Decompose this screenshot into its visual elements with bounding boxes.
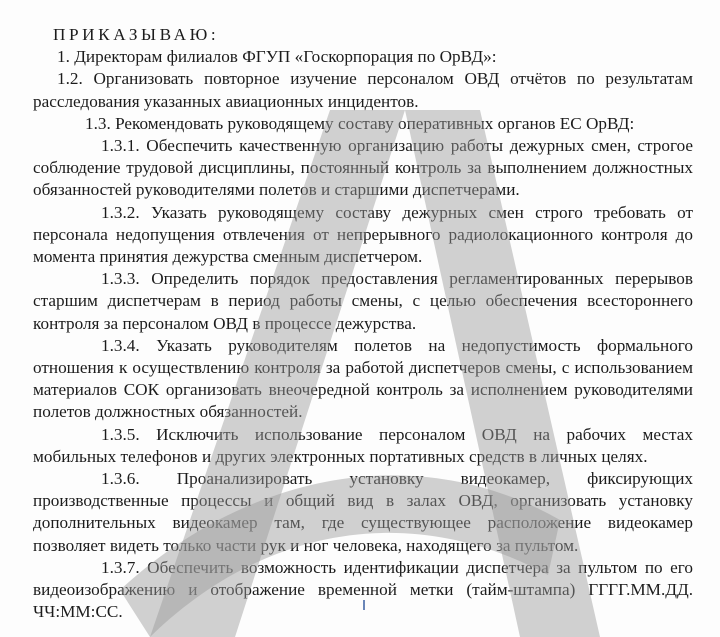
pen-mark: [363, 600, 365, 610]
paragraph-1-3-1: 1.3.1. Обеспечить качественную организацию работы дежурных смен, строгое соблюдение трудовой дисциплины, постоянный контроль за выполнением должностных обязанностей руководителями полетов и старшими диспетчерами.: [33, 136, 693, 200]
paragraph-1-3-4: 1.3.4. Указать руководителям полетов на недопустимость формального отношения к осуществлению контроля за работой диспетчеров смены, с использованием материалов СОК организовать внеочередной контроль за исполнением руководителями полетов должностных обязанностей.: [33, 335, 693, 422]
paragraph-1-3-2: 1.3.2. Указать руководящему составу дежурных смен строго требовать от персонала недопущения отвлечения от непрерывного радиолокационного контроля до момента принятия дежурства сменным диспетчером.: [33, 202, 693, 267]
order-heading: ПРИКАЗЫВАЮ:: [53, 25, 220, 44]
paragraph-1-2: 1.2. Организовать повторное изучение персоналом ОВД отчётов по результатам расследования указанных авиационных инцидентов.: [33, 69, 693, 111]
paragraph-1-3-7: 1.3.7. Обеспечить возможность идентификации диспетчера за пультом по его видеоизображению и отображение временной метки (тайм-штампа) ГГГГ.ММ.ДД. ЧЧ:ММ:СС.: [33, 557, 693, 622]
paragraph-1-3-3: 1.3.3. Определить порядок предоставления регламентированных перерывов старшим диспетчерам в период работы смены, с целью обеспечения всестороннего контроля за персоналом ОВД в процессе дежурства.: [33, 269, 693, 333]
paragraph-1: 1. Директорам филиалов ФГУП «Госкорпорация по ОрВД»:: [57, 47, 497, 67]
document-body: [33, 24, 693, 623]
paragraph-1-3: 1.3. Рекомендовать руководящему составу оперативных органов ЕС ОрВД:: [85, 113, 635, 133]
paragraph-1-3-6: 1.3.6. Проанализировать установку видеокамер, фиксирующих производственные процессы и общий вид в залах ОВД, организовать установку дополнительных видеокамер там, где существующее расположение видеокамер позволяет видеть только части рук и ног человека, находящего за пультом.: [33, 469, 693, 555]
paragraph-1-3-5: 1.3.5. Исключить использование персоналом ОВД на рабочих местах мобильных телефонов и других электронных портативных средств в личных целях.: [33, 424, 693, 466]
